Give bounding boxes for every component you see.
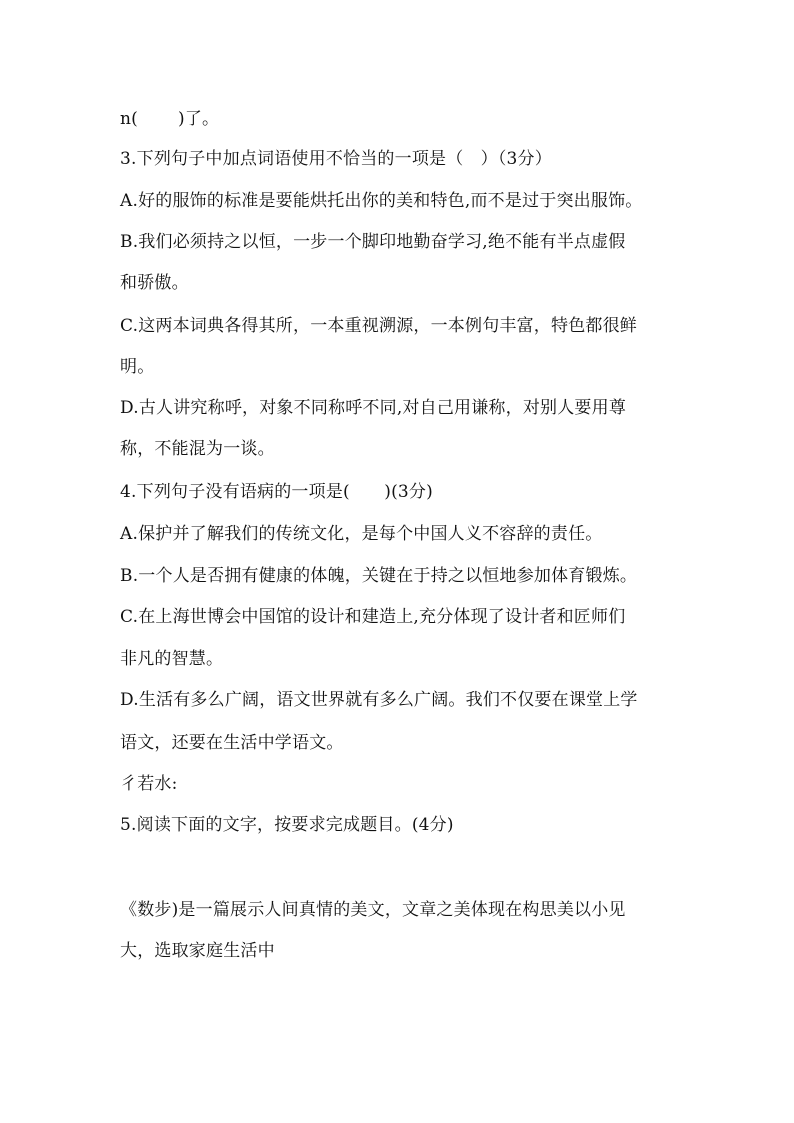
question-4-option-b: B.一个人是否拥有健康的体魄，关键在于持之以恒地参加体育锻炼。 xyxy=(120,566,638,586)
question-4-option-d-cont: 语文，还要在生活中学语文。 xyxy=(120,733,344,753)
question-3-stem: 3.下列句子中加点词语使用不恰当的一项是（ ）（3分） xyxy=(120,149,552,169)
question-3-option-a: A.好的服饰的标准是要能烘托出你的美和特色,而不是过于突出服饰。 xyxy=(120,191,643,211)
question-4-stem: 4.下列句子没有语病的一项是( )(3分) xyxy=(120,482,433,502)
question-3-option-d: D.古人讲究称呼，对象不同称呼不同,对自己用谦称，对别人要用尊 xyxy=(120,398,627,418)
question-5-stem: 5.阅读下面的文字，按要求完成题目。(4分) xyxy=(120,815,454,835)
stray-text-line: 彳若水: xyxy=(120,774,178,794)
text-line-blank-fill: n( )了。 xyxy=(120,109,220,129)
question-4-option-c-cont: 非凡的智慧。 xyxy=(120,649,224,669)
question-4-option-d: D.生活有多么广阔，语文世界就有多么广阔。我们不仅要在课堂上学 xyxy=(120,690,638,710)
question-3-option-c-cont: 明。 xyxy=(120,357,155,377)
question-4-option-a: A.保护并了解我们的传统文化，是每个中国人义不容辞的责任。 xyxy=(120,524,603,544)
question-3-option-c: C.这两本词典各得其所，一本重视溯源，一本例句丰富，特色都很鲜 xyxy=(120,316,638,336)
question-3-option-b-cont: 和骄傲。 xyxy=(120,273,189,293)
reading-passage-line-1: 《数步)是一篇展示人间真情的美文，文章之美体现在构思美以小见 xyxy=(120,900,626,920)
question-4-option-c: C.在上海世博会中国馆的设计和建造上,充分体现了设计者和匠师们 xyxy=(120,607,626,627)
question-3-option-d-cont: 称，不能混为一谈。 xyxy=(120,439,275,459)
reading-passage-line-2: 大，选取家庭生活中 xyxy=(120,941,275,961)
question-3-option-b: B.我们必须持之以恒，一步一个脚印地勤奋学习,绝不能有半点虚假 xyxy=(120,232,626,252)
